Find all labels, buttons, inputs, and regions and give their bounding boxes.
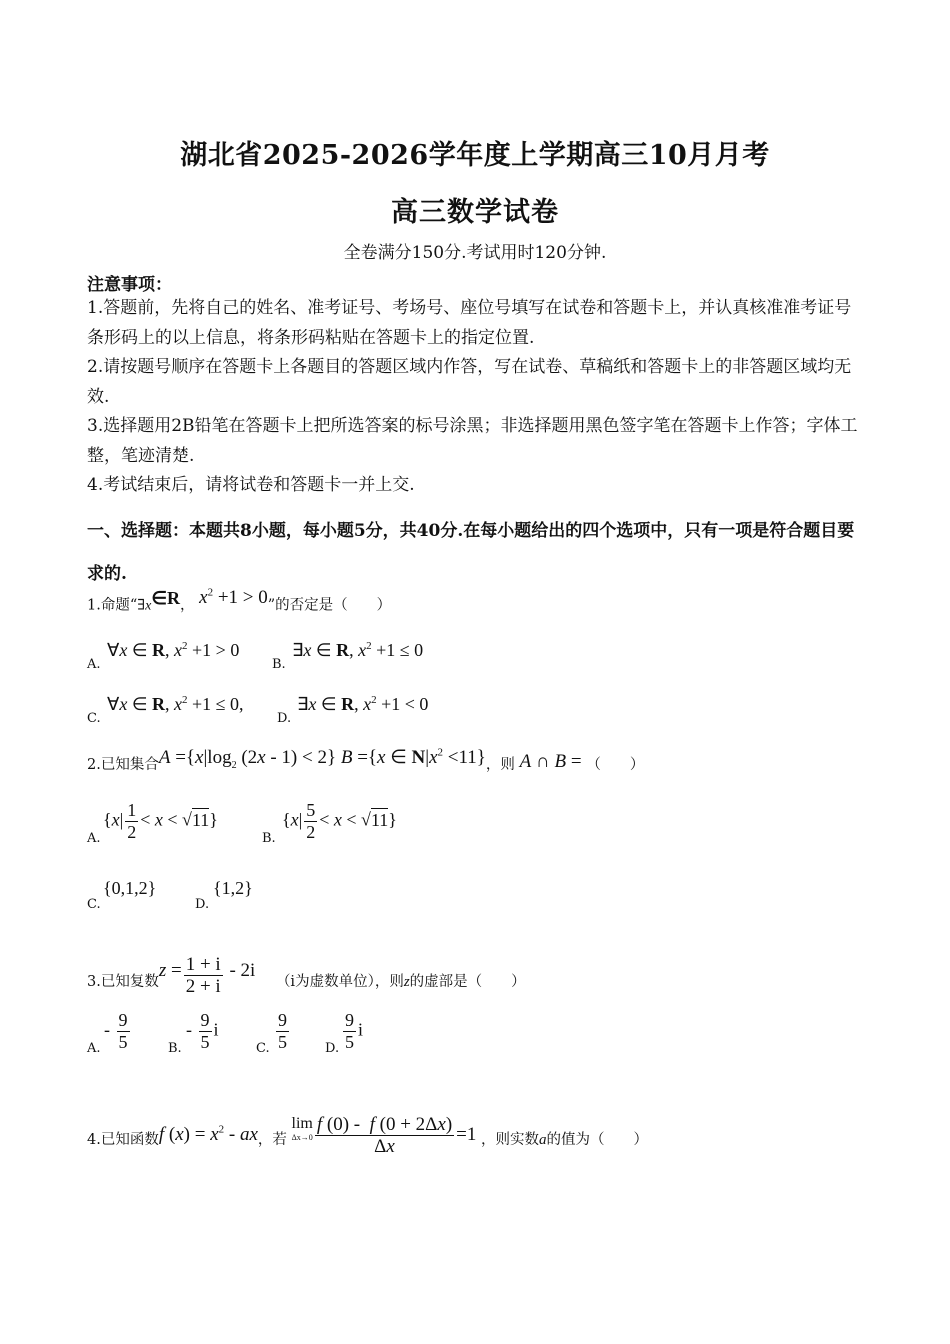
q3-option-d-label: D. <box>325 1041 340 1056</box>
q3-option-c: $\frac{9}{5}$ <box>278 1010 287 1052</box>
notice-list <box>87 294 867 501</box>
notice-item: 3.选择题用2B铅笔在答题卡上把所选答案的标号涂黑；非选择题用黑色签字笔在答题卡上作答；字体工整，笔迹清楚. <box>87 416 858 466</box>
q1-option-a-label: A. <box>87 657 101 672</box>
q3-option-a: - $\frac{9}{5}$ <box>104 1010 128 1052</box>
notice-item: 2.请按题号顺序在答题卡上各题目的答题区域内作答，写在试卷、草稿纸和答题卡上的非答题区域均无效. <box>87 357 852 407</box>
q3-option-c-label: C. <box>256 1041 270 1056</box>
question-1: 1.命题“∃x∈R， $x^2 +1 > 0$”的否定是（ ） <box>87 587 392 614</box>
question-4: 4.已知函数f $(x) = x^2$ - ax，若 lim Δx→0 $\frac{f (0) - f (0 + 2\Delta x)}{\Delta x}$ =1 ，则实数a的值为（ ） <box>87 1114 648 1157</box>
q1-option-b-label: B. <box>272 657 286 672</box>
q3-option-d: $\frac{9}{5}$ i <box>345 1010 364 1052</box>
question-3: 3.已知复数z = $\frac{1 + i}{2 + i}$ - 2i （i为虚数单位），则z的虚部是（ ） <box>87 954 526 997</box>
notice-heading: 注意事项： <box>87 275 172 295</box>
q3-option-a-label: A. <box>87 1041 101 1056</box>
q1-prefix: 1.命题“∃ <box>87 597 146 614</box>
q3-option-b-label: B. <box>168 1041 182 1056</box>
q1-suffix: ”的否定是（ ） <box>267 597 392 614</box>
q2-option-d: {1,2} <box>213 878 253 898</box>
q2-option-b: {x| $\frac{5}{2}$ < x < √11} <box>282 800 397 842</box>
q1-option-d: ∃x ∈ R, $x^2 +1 < 0$ <box>297 694 429 714</box>
section-heading: 一、选择题：本题共8小题，每小题5分，共40分.在每小题给出的四个选项中，只有一项是符合题目要求的. <box>87 521 855 584</box>
q1-option-d-label: D. <box>277 711 292 726</box>
exam-subtitle: 高三数学试卷 <box>391 197 559 228</box>
q2-option-d-label: D. <box>195 897 210 912</box>
q2-option-a-label: A. <box>87 831 101 846</box>
exam-info: 全卷满分150分.考试用时120分钟. <box>343 243 607 263</box>
q2-option-b-label: B. <box>262 831 276 846</box>
q1-option-c: ∀x ∈ R, $x^2 +1 \le 0$, <box>107 694 244 714</box>
q2-option-a: {x| $\frac{1}{2}$ < x < √11} <box>103 800 218 842</box>
q1-option-b: ∃x ∈ R, $x^2 +1 \le 0$ <box>292 640 424 660</box>
q2-option-c: {0,1,2} <box>103 878 157 898</box>
notice-item: 4.考试结束后，请将试卷和答题卡一并上交. <box>87 475 415 495</box>
question-2: 2.已知集合$A =\{x|\log_2$ (2x - 1) < 2} B ={x ∈ $N|x^2 <11$}，则 A ∩ B = （ ） <box>87 746 645 773</box>
exam-title: 湖北省2025-2026学年度上学期高三10月月考 <box>180 140 770 171</box>
notice-item: 1.答题前，先将自己的姓名、准考证号、考场号、座位号填写在试卷和答题卡上，并认真核准准考证号条形码上的以上信息，将条形码粘贴在答题卡上的指定位置. <box>87 298 852 348</box>
q2-option-c-label: C. <box>87 897 101 912</box>
q1-option-a: ∀x ∈ R, $x^2 +1 > 0$ <box>107 640 240 660</box>
q1-option-c-label: C. <box>87 711 101 726</box>
q3-option-b: - $\frac{9}{5}$ i <box>186 1010 219 1052</box>
